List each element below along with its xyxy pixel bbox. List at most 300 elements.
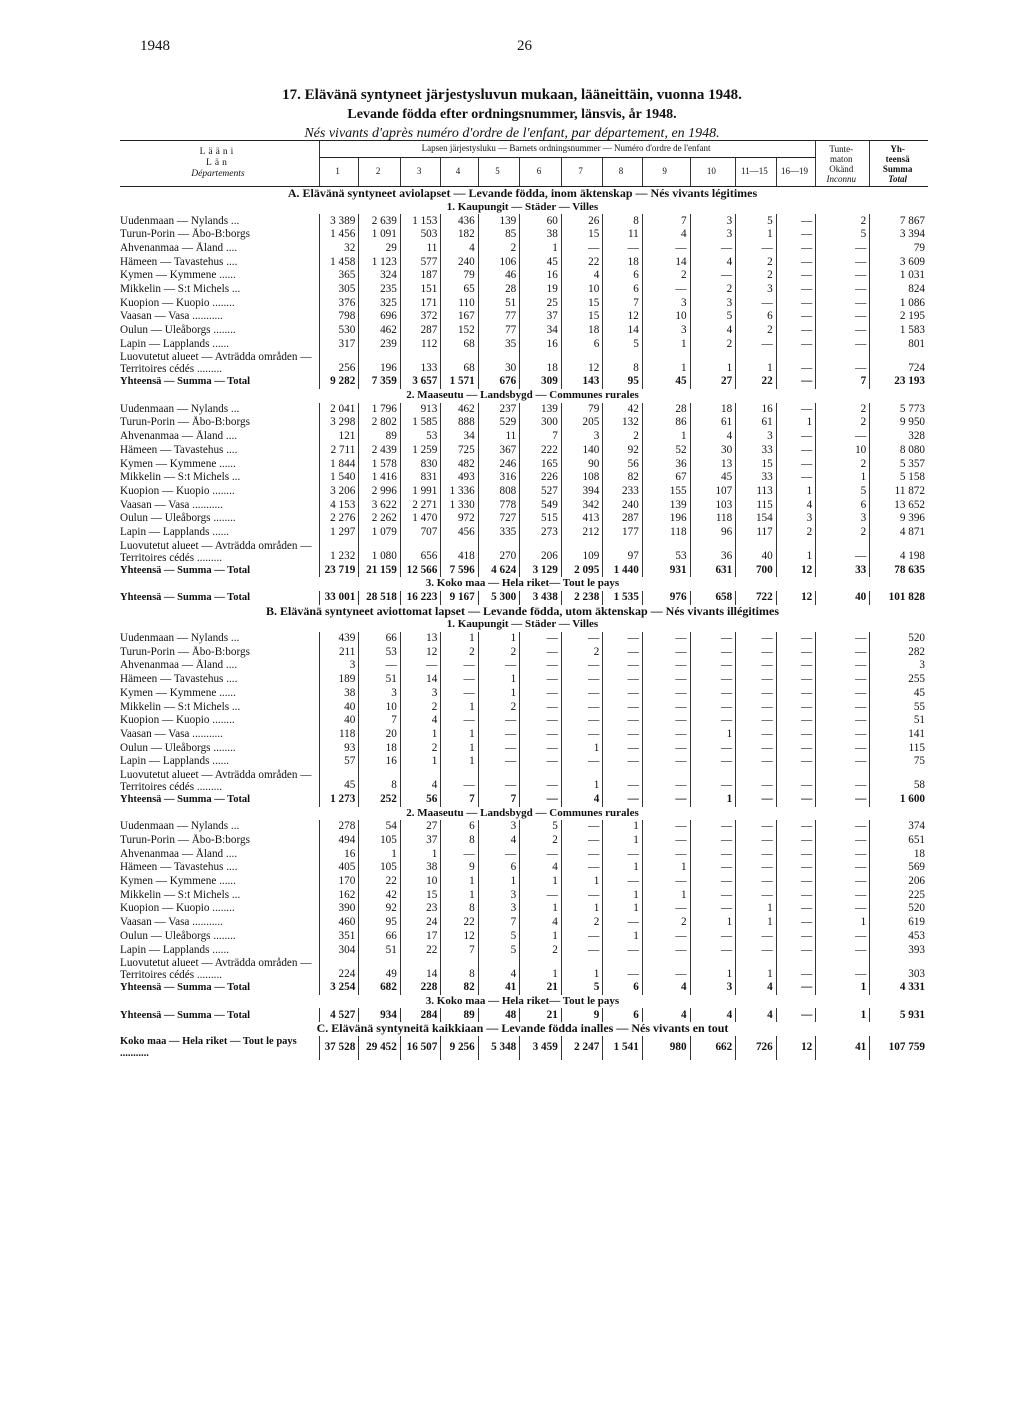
- cell-col-7: 108: [561, 471, 603, 485]
- cell-col-4: 8: [441, 902, 478, 916]
- cell-col-7: 212: [561, 526, 603, 540]
- cell-col-2: 3: [359, 687, 401, 701]
- a-country-heading: [120, 577, 928, 591]
- a-rural-heading-label: 2. Maaseutu — Landsbygd — Communes rurales: [406, 389, 639, 402]
- cell-col-5: 808: [478, 485, 520, 499]
- cell-col-11: 40: [736, 540, 777, 564]
- cell-col-8: 8: [603, 214, 642, 228]
- cell-col-11: 3: [736, 430, 777, 444]
- cell-col-4: 167: [441, 310, 478, 324]
- cell-col-5: 5: [478, 930, 520, 944]
- b-cities-ceded-row: [120, 769, 928, 793]
- col-header-2: 2: [359, 158, 401, 187]
- col-header-4: 4: [441, 158, 478, 187]
- row-label: Uudenmaan — Nylands ...: [120, 820, 240, 833]
- cell-col-4: —: [441, 769, 478, 793]
- cell-col-3: 2: [400, 700, 441, 714]
- cell-col-8: —: [603, 728, 642, 742]
- cell-col-11: —: [736, 659, 777, 673]
- cell-col-9: —: [642, 646, 690, 660]
- cell-col-11: 33: [736, 471, 777, 485]
- cell-col-2: 16: [359, 755, 401, 769]
- cell-col-9: —: [642, 820, 690, 834]
- cell-col-14: 107 759: [870, 1036, 928, 1060]
- cell-col-1: 2 711: [319, 444, 358, 458]
- cell-col-5: —: [478, 659, 520, 673]
- cell-col-9: —: [642, 714, 690, 728]
- cell-col-13: —: [816, 861, 870, 875]
- cell-col-14: 5 773: [870, 403, 928, 417]
- cell-col-13: —: [816, 430, 870, 444]
- cell-col-7: 3: [561, 430, 603, 444]
- cell-col-11: —: [736, 632, 777, 646]
- cell-col-12: 12: [776, 564, 816, 578]
- births-table: [120, 140, 928, 1060]
- row-label: Kymen — Kymmene ......: [120, 269, 236, 282]
- cell-col-6: 7: [520, 430, 562, 444]
- cell-col-7: 1: [561, 741, 603, 755]
- cell-col-14: 520: [870, 632, 928, 646]
- cell-col-12: —: [776, 338, 816, 352]
- b-cities-heading: [120, 618, 928, 632]
- cell-col-4: 9: [441, 861, 478, 875]
- cell-col-1: 23 719: [319, 564, 358, 578]
- cell-col-5: 85: [478, 228, 520, 242]
- cell-col-13: 3: [816, 512, 870, 526]
- cell-col-5: 1: [478, 875, 520, 889]
- unknown-label-1: Tunte-: [829, 143, 854, 154]
- total-label-3: Summa: [882, 163, 913, 174]
- cell-col-3: 831: [400, 471, 441, 485]
- cell-col-14: 141: [870, 728, 928, 742]
- cell-col-9: —: [642, 741, 690, 755]
- cell-col-2: 42: [359, 889, 401, 903]
- cell-col-2: 49: [359, 957, 401, 981]
- cell-col-10: 3: [690, 214, 736, 228]
- cell-col-3: 830: [400, 457, 441, 471]
- cell-col-13: —: [816, 714, 870, 728]
- cell-col-8: 287: [603, 512, 642, 526]
- cell-col-3: 22: [400, 943, 441, 957]
- cell-col-10: —: [690, 632, 736, 646]
- cell-col-10: 1: [690, 957, 736, 981]
- row-label: Uudenmaan — Nylands ...: [120, 402, 240, 415]
- title-block: [0, 86, 1024, 143]
- cell-col-13: —: [816, 943, 870, 957]
- cell-col-14: 9 950: [870, 416, 928, 430]
- cell-col-14: 1 031: [870, 269, 928, 283]
- cell-col-1: 304: [319, 943, 358, 957]
- cell-col-9: 155: [642, 485, 690, 499]
- section-a-heading: [120, 187, 928, 201]
- cell-col-2: 92: [359, 902, 401, 916]
- cell-col-7: 79: [561, 403, 603, 417]
- cell-col-6: 206: [520, 540, 562, 564]
- cell-col-13: 2: [816, 403, 870, 417]
- cell-col-7: 90: [561, 457, 603, 471]
- cell-col-12: —: [776, 632, 816, 646]
- b-cities-region-row-6: [120, 700, 928, 714]
- cell-col-1: 211: [319, 646, 358, 660]
- cell-col-12: —: [776, 981, 816, 995]
- cell-col-12: —: [776, 943, 816, 957]
- cell-col-10: 118: [690, 512, 736, 526]
- cell-col-4: 493: [441, 471, 478, 485]
- cell-col-9: —: [642, 793, 690, 807]
- cell-col-9: 28: [642, 403, 690, 417]
- cell-col-10: —: [690, 848, 736, 862]
- cell-col-1: 405: [319, 861, 358, 875]
- a-rural-ceded-row: [120, 540, 928, 564]
- cell-col-1: 305: [319, 283, 358, 297]
- cell-col-5: —: [478, 728, 520, 742]
- a-cities-ceded-row: [120, 351, 928, 375]
- cell-col-1: 530: [319, 324, 358, 338]
- cell-col-5: —: [478, 769, 520, 793]
- cell-col-6: 309: [520, 375, 562, 389]
- cell-col-13: 2: [816, 526, 870, 540]
- cell-col-11: 1: [736, 957, 777, 981]
- row-label: Kuopion — Kuopio ........: [120, 484, 235, 497]
- cell-col-4: 6: [441, 820, 478, 834]
- cell-col-2: 89: [359, 430, 401, 444]
- a-rural-region-row-9: [120, 512, 928, 526]
- cell-col-8: 6: [603, 981, 642, 995]
- a-cities-region-row-3: [120, 242, 928, 256]
- cell-col-1: 9 282: [319, 375, 358, 389]
- cell-col-10: —: [690, 673, 736, 687]
- cell-col-3: 1 585: [400, 416, 441, 430]
- cell-col-14: 58: [870, 769, 928, 793]
- row-label: Lapin — Lapplands ......: [120, 525, 230, 538]
- cell-col-8: —: [603, 659, 642, 673]
- cell-col-6: 1: [520, 957, 562, 981]
- a-cities-region-row-9: [120, 324, 928, 338]
- cell-col-6: 273: [520, 526, 562, 540]
- a-rural-total-row: [120, 564, 928, 578]
- cell-col-2: 95: [359, 916, 401, 930]
- cell-col-4: 4: [441, 242, 478, 256]
- cell-col-13: —: [816, 324, 870, 338]
- cell-col-12: —: [776, 728, 816, 742]
- cell-col-9: 196: [642, 512, 690, 526]
- cell-col-11: —: [736, 889, 777, 903]
- cell-col-12: —: [776, 283, 816, 297]
- cell-col-9: 980: [642, 1036, 690, 1060]
- cell-col-5: 139: [478, 214, 520, 228]
- cell-col-5: 5 348: [478, 1036, 520, 1060]
- cell-col-13: 7: [816, 375, 870, 389]
- cell-col-7: —: [561, 632, 603, 646]
- cell-col-4: 725: [441, 444, 478, 458]
- cell-col-7: 109: [561, 540, 603, 564]
- cell-col-3: 24: [400, 916, 441, 930]
- cell-col-12: 4: [776, 498, 816, 512]
- cell-col-7: 15: [561, 310, 603, 324]
- cell-col-11: —: [736, 769, 777, 793]
- cell-col-6: 1: [520, 242, 562, 256]
- row-label: Mikkelin — S:t Michels ...: [120, 471, 241, 484]
- cell-col-5: 367: [478, 444, 520, 458]
- a-cities-heading-label: 1. Kaupungit — Städer — Villes: [446, 200, 599, 213]
- cell-col-12: 1: [776, 485, 816, 499]
- cell-col-7: —: [561, 930, 603, 944]
- cell-col-12: 3: [776, 512, 816, 526]
- a-rural-region-row-4: [120, 444, 928, 458]
- cell-col-11: 5: [736, 214, 777, 228]
- cell-col-12: —: [776, 242, 816, 256]
- cell-col-8: 42: [603, 403, 642, 417]
- cell-col-7: 1: [561, 957, 603, 981]
- cell-col-5: 1: [478, 687, 520, 701]
- cell-col-2: 1 578: [359, 457, 401, 471]
- cell-col-4: 1 336: [441, 485, 478, 499]
- cell-col-10: 4: [690, 1008, 736, 1022]
- cell-col-3: 15: [400, 889, 441, 903]
- cell-col-7: 22: [561, 255, 603, 269]
- cell-col-5: 727: [478, 512, 520, 526]
- cell-col-9: 67: [642, 471, 690, 485]
- cell-col-6: 1: [520, 930, 562, 944]
- cell-col-7: —: [561, 861, 603, 875]
- b-country-total-row: [120, 1008, 928, 1022]
- cell-col-14: 5 158: [870, 471, 928, 485]
- cell-col-5: 77: [478, 324, 520, 338]
- a-cities-region-row-1: [120, 214, 928, 228]
- a-cities-heading: [120, 201, 928, 215]
- a-rural-region-row-8: [120, 498, 928, 512]
- cell-col-1: 278: [319, 820, 358, 834]
- cell-col-6: 515: [520, 512, 562, 526]
- cell-col-3: 37: [400, 834, 441, 848]
- cell-col-12: —: [776, 403, 816, 417]
- cell-col-2: 105: [359, 861, 401, 875]
- cell-col-3: 133: [400, 351, 441, 375]
- c-grand-total-row: [120, 1036, 928, 1060]
- cell-col-12: 1: [776, 416, 816, 430]
- cell-col-13: 5: [816, 485, 870, 499]
- cell-col-7: 140: [561, 444, 603, 458]
- b-country-heading-label: 3. Koko maa — Hela riket— Tout le pays: [425, 994, 620, 1007]
- cell-col-8: —: [603, 916, 642, 930]
- cell-col-14: 520: [870, 902, 928, 916]
- cell-col-2: 462: [359, 324, 401, 338]
- region-label-fr: Départements: [191, 169, 245, 179]
- cell-col-7: —: [561, 659, 603, 673]
- b-rural-region-row-2: [120, 834, 928, 848]
- cell-col-10: —: [690, 861, 736, 875]
- cell-col-1: 33 001: [319, 591, 358, 605]
- cell-col-14: 2 195: [870, 310, 928, 324]
- cell-col-4: 1: [441, 632, 478, 646]
- cell-col-12: —: [776, 687, 816, 701]
- cell-col-8: 92: [603, 444, 642, 458]
- b-cities-total-row: [120, 793, 928, 807]
- cell-col-1: 38: [319, 687, 358, 701]
- cell-col-10: —: [690, 889, 736, 903]
- cell-col-9: 139: [642, 498, 690, 512]
- cell-col-7: 2 238: [561, 591, 603, 605]
- cell-col-11: —: [736, 930, 777, 944]
- section-c-heading: [120, 1022, 928, 1036]
- cell-col-10: —: [690, 769, 736, 793]
- cell-col-8: —: [603, 875, 642, 889]
- cell-col-8: 7: [603, 297, 642, 311]
- cell-col-5: 77: [478, 310, 520, 324]
- cell-col-9: —: [642, 769, 690, 793]
- cell-col-10: 4: [690, 255, 736, 269]
- cell-col-13: —: [816, 769, 870, 793]
- cell-col-6: 300: [520, 416, 562, 430]
- cell-col-2: 1 080: [359, 540, 401, 564]
- cell-col-12: —: [776, 820, 816, 834]
- row-label: Mikkelin — S:t Michels ...: [120, 282, 241, 295]
- cell-col-14: 1 600: [870, 793, 928, 807]
- cell-col-9: 1: [642, 861, 690, 875]
- cell-col-4: 7: [441, 793, 478, 807]
- cell-col-8: 11: [603, 228, 642, 242]
- cell-col-13: —: [816, 848, 870, 862]
- cell-col-11: —: [736, 687, 777, 701]
- cell-col-9: 52: [642, 444, 690, 458]
- cell-col-9: —: [642, 283, 690, 297]
- cell-col-1: 365: [319, 269, 358, 283]
- cell-col-7: 2 247: [561, 1036, 603, 1060]
- cell-col-1: 3 206: [319, 485, 358, 499]
- cell-col-9: 7: [642, 214, 690, 228]
- cell-col-6: 165: [520, 457, 562, 471]
- cell-col-6: 1: [520, 875, 562, 889]
- cell-col-3: 3: [400, 687, 441, 701]
- cell-col-7: —: [561, 673, 603, 687]
- cell-col-5: 51: [478, 297, 520, 311]
- cell-col-6: —: [520, 769, 562, 793]
- cell-col-4: 82: [441, 981, 478, 995]
- cell-col-14: 5 931: [870, 1008, 928, 1022]
- cell-col-9: 4: [642, 981, 690, 995]
- cell-col-2: 105: [359, 834, 401, 848]
- cell-col-12: —: [776, 673, 816, 687]
- cell-col-5: 3: [478, 902, 520, 916]
- cell-col-3: 503: [400, 228, 441, 242]
- row-label: Yhteensä — Summa — Total: [120, 1009, 251, 1021]
- cell-col-11: 154: [736, 512, 777, 526]
- cell-col-9: —: [642, 943, 690, 957]
- cell-col-13: —: [816, 283, 870, 297]
- cell-col-11: 1: [736, 916, 777, 930]
- cell-col-4: 34: [441, 430, 478, 444]
- cell-col-1: 93: [319, 741, 358, 755]
- a-cities-region-row-2: [120, 228, 928, 242]
- cell-col-8: 1 541: [603, 1036, 642, 1060]
- cell-col-14: 569: [870, 861, 928, 875]
- cell-col-9: —: [642, 834, 690, 848]
- cell-col-3: 1 259: [400, 444, 441, 458]
- cell-col-12: —: [776, 255, 816, 269]
- cell-col-14: 453: [870, 930, 928, 944]
- cell-col-10: 13: [690, 457, 736, 471]
- total-label-4: Total: [888, 173, 907, 184]
- cell-col-5: 778: [478, 498, 520, 512]
- cell-col-3: 1 470: [400, 512, 441, 526]
- cell-col-1: 121: [319, 430, 358, 444]
- cell-col-9: —: [642, 242, 690, 256]
- cell-col-9: 36: [642, 457, 690, 471]
- section-c-heading-label: C. Elävänä syntyneitä kaikkiaan — Levande födda inalles — Nés vivants en tout: [316, 1022, 729, 1036]
- cell-col-13: —: [816, 310, 870, 324]
- a-rural-region-row-3: [120, 430, 928, 444]
- cell-col-12: —: [776, 741, 816, 755]
- cell-col-7: 342: [561, 498, 603, 512]
- cell-col-9: 10: [642, 310, 690, 324]
- cell-col-9: —: [642, 875, 690, 889]
- row-label: Oulun — Uleåborgs ........: [120, 741, 236, 754]
- cell-col-2: 7 359: [359, 375, 401, 389]
- cell-col-7: 1: [561, 875, 603, 889]
- cell-col-1: 376: [319, 297, 358, 311]
- cell-col-6: 222: [520, 444, 562, 458]
- cell-col-11: 33: [736, 444, 777, 458]
- cell-col-6: —: [520, 646, 562, 660]
- cell-col-13: —: [816, 255, 870, 269]
- col-header-10: 10: [690, 158, 736, 187]
- cell-col-4: 8: [441, 834, 478, 848]
- cell-col-10: —: [690, 930, 736, 944]
- row-label: Vaasan — Vasa ...........: [120, 727, 223, 740]
- b-cities-region-row-1: [120, 632, 928, 646]
- cell-col-9: —: [642, 728, 690, 742]
- cell-col-12: 12: [776, 591, 816, 605]
- b-cities-region-row-8: [120, 728, 928, 742]
- cell-col-9: —: [642, 700, 690, 714]
- cell-col-10: 1: [690, 916, 736, 930]
- cell-col-6: 21: [520, 1008, 562, 1022]
- cell-col-9: —: [642, 687, 690, 701]
- cell-col-6: 549: [520, 498, 562, 512]
- cell-col-4: 7: [441, 943, 478, 957]
- total-header: [870, 141, 928, 187]
- row-label: Turun-Porin — Åbo-B:borgs: [120, 645, 250, 658]
- cell-col-14: 3 394: [870, 228, 928, 242]
- cell-col-10: —: [690, 755, 736, 769]
- cell-col-3: 228: [400, 981, 441, 995]
- cell-col-13: 41: [816, 1036, 870, 1060]
- cell-col-2: 53: [359, 646, 401, 660]
- row-label: Luovutetut alueet — Avträdda områden — Territoires cédés .........: [120, 351, 312, 376]
- cell-col-4: 89: [441, 1008, 478, 1022]
- cell-col-1: 57: [319, 755, 358, 769]
- cell-col-12: —: [776, 214, 816, 228]
- cell-col-4: 1: [441, 741, 478, 755]
- cell-col-11: —: [736, 943, 777, 957]
- total-label-2: teensä: [885, 153, 910, 164]
- b-rural-heading-label: 2. Maaseutu — Landsbygd — Communes rurales: [406, 806, 639, 819]
- cell-col-4: 1: [441, 728, 478, 742]
- cell-col-11: 2: [736, 269, 777, 283]
- cell-col-8: —: [603, 755, 642, 769]
- cell-col-10: 631: [690, 564, 736, 578]
- cell-col-13: —: [816, 834, 870, 848]
- cell-col-7: 4: [561, 269, 603, 283]
- row-label: Yhteensä — Summa — Total: [120, 982, 251, 994]
- cell-col-13: —: [816, 646, 870, 660]
- cell-col-13: —: [816, 242, 870, 256]
- row-label: Hämeen — Tavastehus ....: [120, 673, 238, 686]
- cell-col-4: 68: [441, 338, 478, 352]
- cell-col-13: —: [816, 297, 870, 311]
- cell-col-14: 303: [870, 957, 928, 981]
- cell-col-10: 107: [690, 485, 736, 499]
